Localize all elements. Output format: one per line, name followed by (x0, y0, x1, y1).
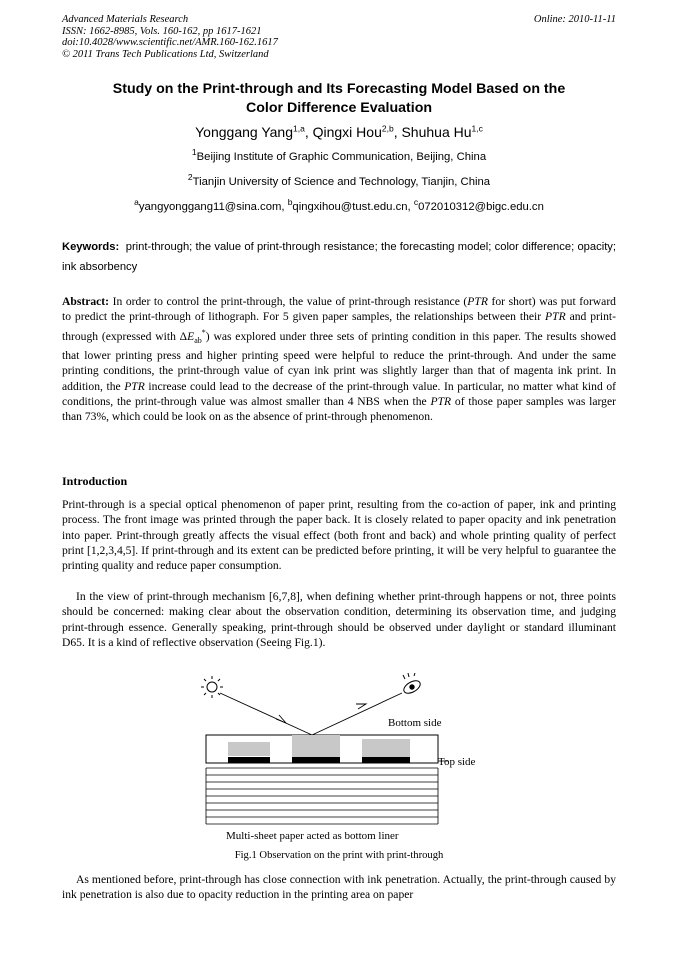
eye-icon (402, 673, 423, 696)
keywords (62, 238, 616, 277)
email-line: $^a$yangyonggang11@sina.com, $^b$qingxihou@tust.edu.cn, $^c$072010312@bigc.edu.cn (134, 197, 544, 213)
section-heading-introduction: Introduction (62, 474, 128, 488)
author-sup: 1,a (292, 123, 305, 134)
abstract-ptr: PTR (430, 394, 452, 408)
keywords-text: print-through; the value of print-through resistance; the forecasting model; color difference; opacity; ink absorbency (62, 241, 616, 273)
abstract-e-sup: * (201, 327, 206, 337)
email-sup: c (413, 197, 419, 208)
author-sup: 1,c (471, 123, 483, 134)
affiliation-text: Tianjin University of Science and Technology, Tianjin, China (192, 176, 491, 188)
online-date: Online: 2010-11-11 (533, 14, 616, 25)
abstract-label: Abstract: (62, 295, 110, 308)
light-ray-lines (220, 693, 402, 735)
abstract-ptr: PTR (467, 295, 488, 308)
keywords-label: Keywords: (62, 241, 120, 253)
title-line-2: Color Difference Evaluation (245, 100, 433, 116)
title-line-1: Study on the Print-through and Its Forecasting Model Based on the (112, 81, 566, 97)
affiliation-sup: 1 (191, 147, 197, 158)
author-name: Qingxi Hou (312, 124, 382, 140)
paper-sheet-diagram (206, 735, 448, 824)
author-list: Yonggang Yang$^{1,a}$, Qingxi Hou$^{2,b}$, Shuhua Hu$^{1,c}$ (195, 123, 483, 140)
abstract (62, 294, 616, 425)
abstract-ptr: PTR (124, 379, 145, 393)
figure-1 (190, 673, 490, 843)
author-name: Yonggang Yang (195, 124, 293, 140)
paper-title (62, 80, 616, 118)
author-name: Shuhua Hu (401, 124, 472, 140)
journal-name: Advanced Materials Research (62, 14, 189, 25)
affiliation-sup: 2 (187, 172, 193, 183)
doi-line: doi:10.4028/www.scientific.net/AMR.160-162.1617 (62, 37, 278, 49)
intro-paragraph-1: Print-through is a special optical phenomenon of paper print, resulting from the co-action of paper, ink and printing process. The front image was printed through the paper back. It is closely related to paper opacity and ink penetration into paper. Print-through greatly affects the visual effect (both front and back) and whole printing quality of perfect print [1,2,3,4,5]. If print-through and its extent can be predicted before printing, it will be very helpful to guarantee the printing quality and reduce paper consumption. (62, 498, 616, 573)
intro-paragraph-2: In the view of print-through mechanism [6,7,8], when defining whether print-through happens or not, three points should be concerned: making clear about the observation condition, determining its observation time, and judging print-through essence. Generally speaking, print-through should be observed under daylight or standard illuminant D65. It is a kind of reflective observation (Seeing Fig.1). (62, 590, 616, 649)
email-text: 072010312@bigc.edu.cn (418, 201, 544, 213)
abstract-text: and print-through (expressed with Δ (62, 310, 616, 343)
sun-icon (201, 676, 223, 698)
email-sup: a (134, 197, 139, 208)
abstract-e-symbol: E (187, 329, 195, 343)
abstract-e-sub: ab (194, 335, 202, 345)
email-text: qingxihou@tust.edu.cn (292, 201, 408, 213)
abstract-ptr: PTR (545, 310, 566, 324)
affiliation-2 (62, 172, 616, 188)
author-sup: 2,b (381, 123, 394, 134)
affiliation-1 (62, 147, 616, 163)
email-sup: b (287, 197, 293, 208)
liner-label: Multi-sheet paper acted as bottom liner (226, 830, 399, 842)
top-side-label: Top side (438, 756, 476, 768)
copyright-line: © 2011 Trans Tech Publications Ltd, Switzerland (62, 48, 269, 60)
abstract-text: increase could lead to the decrease of the print-through value. In particular, no matter what kind of conditions, the print-through value was almost smaller than 4 NBS when the (62, 379, 616, 408)
bottom-side-label: Bottom side (388, 717, 442, 729)
abstract-text: In order to control the print-through, the value of print-through resistance ( (112, 295, 468, 308)
running-header (62, 14, 616, 60)
email-text: yangyonggang11@sina.com (138, 201, 282, 213)
abstract-text: ) was explored under three sets of printing condition in this paper. The results showed that lower printing press and higher printing speed were helpful to reduce the print-through. And under the same printing conditions, the print-through value of cyan ink print was slightly larger than that of magenta ink print. In addition, the (62, 329, 616, 393)
abstract-text: for short) was put forward to predict the print-through of lithograph. For 5 given paper samples, the relationships between their (62, 295, 616, 324)
figure-caption: Fig.1 Observation on the print with print-through (234, 850, 444, 861)
affiliation-text: Beijing Institute of Graphic Communication, Beijing, China (196, 151, 487, 163)
abstract-text: of those paper samples was larger than 73%, which could be look on as the absence of print-through phenomenon. (62, 394, 616, 424)
intro-paragraph-3: As mentioned before, print-through has close connection with ink penetration. Actually, the print-through caused by ink penetration is also due to opacity reduction in the printing area on paper (62, 873, 616, 902)
issn-line: ISSN: 1662-8985, Vols. 160-162, pp 1617-1621 (62, 25, 262, 37)
